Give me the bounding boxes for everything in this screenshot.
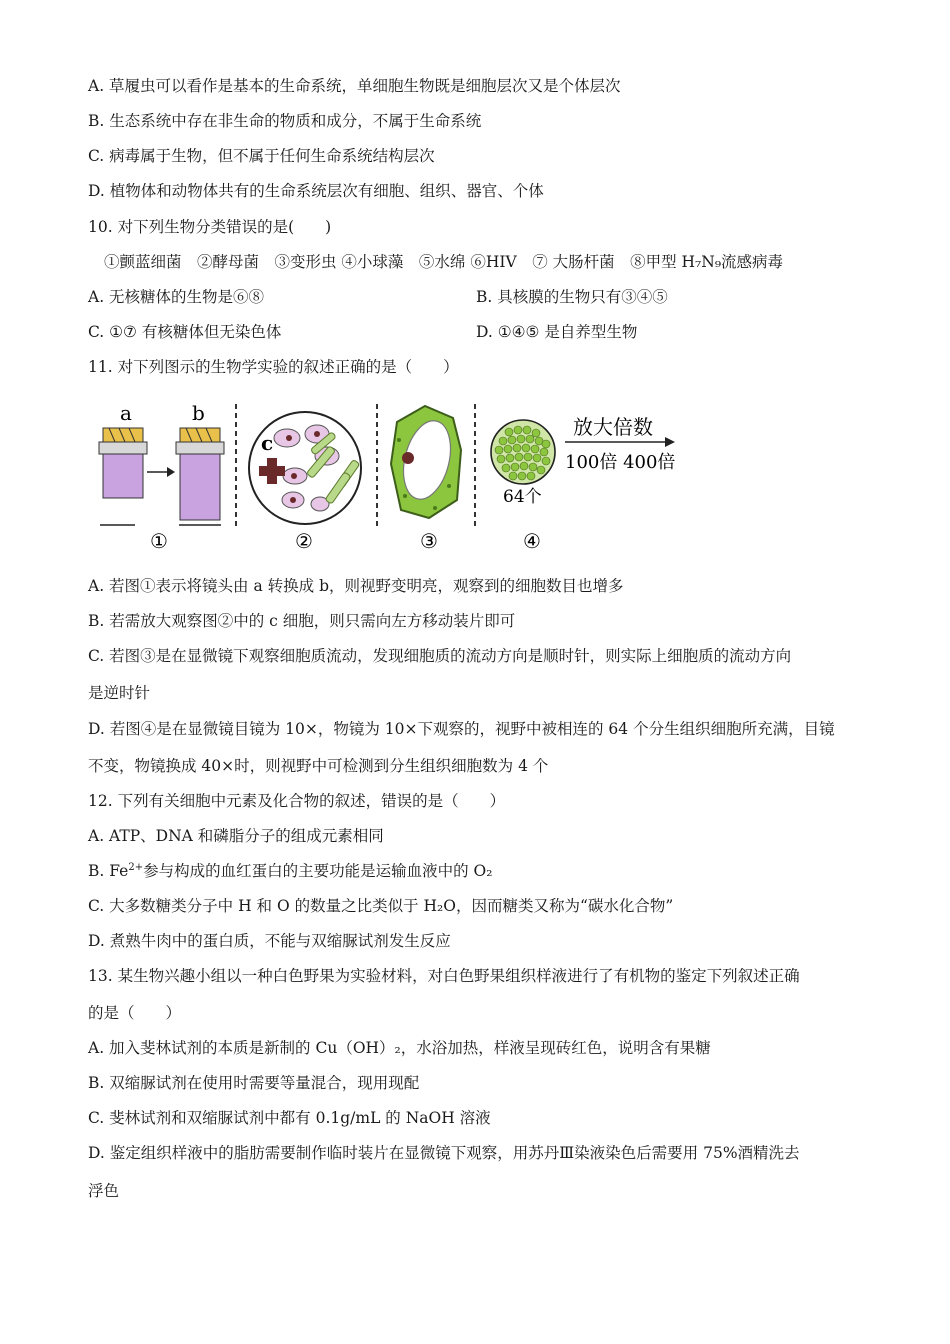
q12-option-b-rest: 参与构成的血红蛋白的主要功能是运输血液中的 O₂	[143, 862, 493, 880]
panel3-plant-cell	[391, 406, 461, 553]
q9-option-c: C. 病毒属于生物，但不属于任何生命系统结构层次	[88, 147, 435, 165]
q12-stem: 12. 下列有关细胞中元素及化合物的叙述，错误的是（ ）	[88, 792, 506, 810]
q13-option-b: B. 双缩脲试剂在使用时需要等量混合，现用现配	[88, 1074, 420, 1092]
q11-option-a: A. 若图①表示将镜头由 a 转换成 b，则视野变明亮，观察到的细胞数目也增多	[88, 577, 624, 595]
q9-option-b: B. 生态系统中存在非生命的物质和成分，不属于生命系统	[88, 112, 482, 130]
magnification-title: 放大倍数	[573, 415, 653, 439]
q10-option-c: C. ①⑦ 有核糖体但无染色体	[88, 323, 282, 341]
q10-option-d: D. ①④⑤ 是自养型生物	[476, 323, 638, 341]
q9-option-a: A. 草履虫可以看作是基本的生命系统，单细胞生物既是细胞层次又是个体层次	[88, 77, 621, 95]
panel4-label: ④	[523, 529, 541, 553]
objective-lens-a	[99, 428, 147, 498]
q10-option-a: A. 无核糖体的生物是⑥⑧	[88, 288, 265, 306]
q9-option-d: D. 植物体和动物体共有的生命系统层次有细胞、组织、器官、个体	[88, 182, 544, 200]
q10-option-b: B. 具核膜的生物只有③④⑤	[476, 288, 668, 306]
q10-stem: 10. 对下列生物分类错误的是( )	[88, 218, 332, 236]
iron-charge: 2+	[128, 861, 144, 873]
panel4-tissue-cells	[491, 415, 675, 553]
q12-option-b	[88, 861, 492, 881]
q13-option-d-line2: 浮色	[88, 1182, 120, 1200]
q11-option-c-line1: C. 若图③是在显微镜下观察细胞质流动，发现细胞质的流动方向是顺时针，则实际上细胞质的流动方向	[88, 647, 792, 665]
lens-b-label: b	[192, 401, 205, 425]
q13-option-d-line1: D. 鉴定组织样液中的脂肪需要制作临时装片在显微镜下观察，用苏丹Ⅲ染液染色后需要用 75%酒精洗去	[88, 1144, 800, 1162]
q10-organism-list: ①颤蓝细菌 ②酵母菌 ③变形虫 ④小球藻 ⑤水绵 ⑥HIV ⑦ 大肠杆菌 ⑧甲型 H₇N₉流感病毒	[104, 253, 784, 271]
magnification-range: 100倍 400倍	[565, 452, 676, 473]
q13-stem-line1: 13. 某生物兴趣小组以一种白色野果为实验材料，对白色野果组织样液进行了有机物的鉴定下列叙述正确	[88, 967, 800, 985]
lens-switch-arrow	[147, 467, 175, 477]
q12-option-c: C. 大多数糖类分子中 H 和 O 的数量之比类似于 H₂O，因而糖类又称为“碳水化合物”	[88, 897, 674, 915]
cell-count-label: 64个	[503, 487, 542, 507]
cell-c-label: c	[261, 431, 274, 455]
q12-option-d: D. 煮熟牛肉中的蛋白质，不能与双缩脲试剂发生反应	[88, 932, 451, 950]
panel1-lenses	[99, 401, 224, 553]
q12-option-b-start: B. Fe	[88, 862, 129, 880]
panel1-label: ①	[150, 529, 168, 553]
q11-figure	[95, 400, 695, 560]
q13-option-a: A. 加入斐林试剂的本质是新制的 Cu（OH）₂，水浴加热，样液呈现砖红色，说明含有果糖	[88, 1039, 711, 1057]
panel2-field-of-view	[249, 412, 361, 553]
q13-option-c: C. 斐林试剂和双缩脲试剂中都有 0.1g/mL 的 NaOH 溶液	[88, 1109, 491, 1127]
panel3-label: ③	[420, 529, 438, 553]
q11-option-b: B. 若需放大观察图②中的 c 细胞，则只需向左方移动装片即可	[88, 612, 516, 630]
q11-option-d-line1: D. 若图④是在显微镜目镜为 10×，物镜为 10×下观察的，视野中被相连的 64 个分生组织细胞所充满，目镜	[88, 720, 835, 738]
q11-option-c-line2: 是逆时针	[88, 684, 151, 702]
lens-a-label: a	[120, 401, 132, 425]
q11-stem: 11. 对下列图示的生物学实验的叙述正确的是（ ）	[88, 358, 459, 376]
q12-option-a: A. ATP、DNA 和磷脂分子的组成元素相同	[88, 827, 384, 845]
q13-stem-line2: 的是（ ）	[88, 1004, 182, 1022]
panel2-label: ②	[295, 529, 313, 553]
q11-option-d-line2: 不变，物镜换成 40×时，则视野中可检测到分生组织细胞数为 4 个	[88, 757, 549, 775]
objective-lens-b	[176, 428, 224, 520]
